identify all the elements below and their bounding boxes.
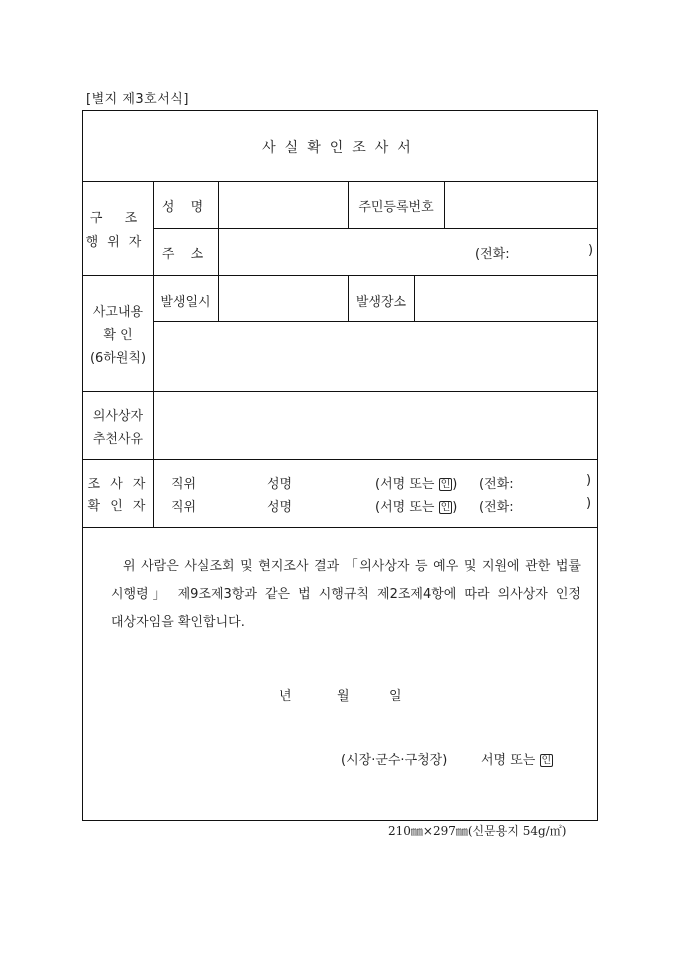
rule — [83, 459, 597, 460]
incident-header-line3: (6하원칙) — [89, 351, 147, 366]
form-number-label: [별지 제3호서식] — [86, 92, 189, 107]
reason-header-line2: 추천사유 — [92, 432, 144, 447]
rule — [414, 275, 415, 321]
rule — [153, 321, 597, 322]
name-label: 성명 — [267, 500, 293, 515]
rescuer-header-line2: 행위자 — [85, 235, 151, 250]
rule — [83, 275, 597, 276]
incident-date-label: 발생일시 — [160, 295, 211, 310]
signature-text: 서명 또는 인 — [481, 753, 552, 768]
seal-mark: 인 — [541, 755, 552, 766]
address-phone-close: ) — [588, 243, 594, 258]
authority-label: (시장·군수·구청장) — [341, 753, 448, 768]
paper-size-footer: 210㎜×297㎜(신문용지 54g/㎡) — [388, 824, 567, 838]
confirmation-text: 위 사람은 사실조회 및 현지조사 결과 「의사상자 등 예우 및 지원에 관한 법률 시행령」 제9조제3항과 같은 법 시행규칙 제2조제4항에 따라 의사상자 인정 대상자임을 확인합니다. — [111, 559, 581, 630]
phone-label: (전화: — [479, 477, 514, 492]
phone-close: ) — [586, 496, 592, 511]
investigator-header-line1: 조 사 자 — [87, 477, 149, 492]
phone-close: ) — [586, 473, 592, 488]
rule — [218, 228, 219, 275]
rule — [83, 181, 597, 182]
incident-header-line2: 확 인 — [103, 328, 133, 343]
rule — [218, 181, 219, 228]
rescuer-header-line1: 구 조 — [89, 211, 147, 226]
rule — [153, 181, 154, 527]
name-label: 성명 — [267, 477, 293, 492]
date-year: 년 — [279, 689, 292, 704]
position-label: 직위 — [171, 500, 197, 515]
rule — [83, 391, 597, 392]
date-day: 일 — [389, 689, 402, 704]
phone-label: (전화: — [479, 500, 514, 515]
position-label: 직위 — [171, 477, 197, 492]
rule — [218, 275, 219, 321]
address-label: 주 소 — [161, 247, 210, 262]
date-month: 월 — [337, 689, 350, 704]
rule — [153, 228, 597, 229]
seal-mark: 인 — [440, 502, 451, 513]
rule — [83, 527, 597, 528]
incident-header-line1: 사고내용 — [92, 305, 144, 320]
sign-text: (서명 또는 인 ) — [375, 500, 458, 515]
rule — [444, 181, 445, 228]
reason-header-line1: 의사상자 — [92, 409, 144, 424]
investigator-header-line2: 확 인 자 — [87, 499, 149, 514]
resident-number-label: 주민등록번호 — [358, 200, 434, 215]
seal-mark: 인 — [440, 479, 451, 490]
form-title: 사실확인조사서 — [262, 140, 420, 156]
fact-finding-form — [82, 110, 598, 821]
sign-text: (서명 또는 인 ) — [375, 477, 458, 492]
address-phone-label: (전화: — [475, 247, 510, 262]
incident-place-label: 발생장소 — [355, 295, 407, 310]
name-label: 성 명 — [161, 200, 210, 215]
